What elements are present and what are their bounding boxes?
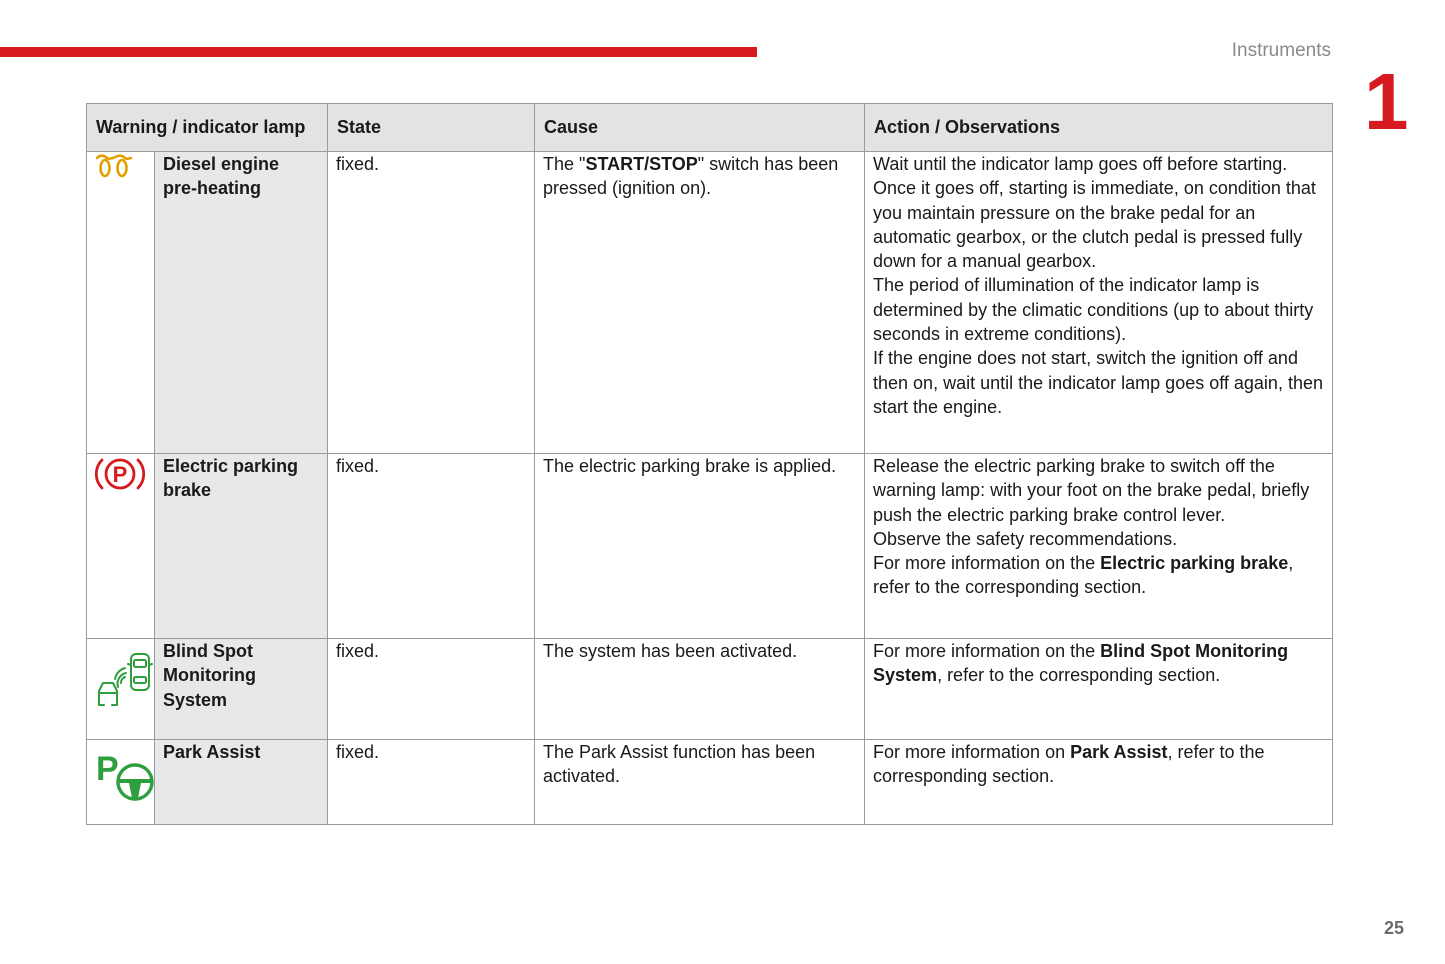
lamp-action (865, 454, 1333, 639)
section-title: Instruments (1231, 40, 1331, 61)
action-paragraph: The period of illumination of the indicator lamp is determined by the climatic conditions (up to about thirty seconds in extreme conditions). (873, 275, 1314, 345)
action-text: , refer to the corresponding section. (873, 553, 1294, 598)
action-text: For more information on the (873, 641, 1101, 661)
action-paragraph (873, 551, 1324, 600)
lamp-cause: The electric parking brake is applied. (535, 454, 865, 639)
lamp-name-line: Diesel engine (163, 154, 280, 174)
action-text: , refer to the corresponding section. (937, 665, 1221, 686)
cause-emphasis: START/STOP (585, 154, 698, 174)
action-emphasis: Park Assist (1070, 742, 1168, 762)
lamp-action (865, 639, 1333, 740)
table-row (87, 740, 1333, 825)
lamp-state: fixed. (328, 740, 535, 825)
lamp-action (865, 152, 1333, 454)
glow-plug-icon (95, 152, 133, 182)
lamp-name-line: Monitoring (163, 665, 256, 686)
table-row (87, 639, 1333, 740)
lamp-name-line: Electric parking (163, 456, 299, 476)
lamp-name-line: System (163, 689, 228, 710)
blind-spot-icon (95, 651, 153, 707)
action-emphasis: Electric parking brake (1100, 553, 1289, 574)
icon-cell (87, 454, 155, 639)
lamp-name-line: Park Assist (163, 742, 261, 762)
lamp-name (155, 740, 328, 825)
lamp-name-line: pre-heating (163, 178, 262, 199)
icon-cell (87, 639, 155, 740)
column-header-lamp: Warning / indicator lamp (87, 104, 328, 152)
action-paragraph: Release the electric parking brake to switch off the warning lamp: with your foot on the brake pedal, briefly push the electric parking brake control lever. (873, 456, 1310, 525)
lamp-state: fixed. (328, 454, 535, 639)
park-assist-letter: P (96, 750, 119, 788)
lamp-name (155, 639, 328, 740)
action-text: For more information on the (873, 553, 1101, 574)
action-text: , refer to the corresponding section. (873, 742, 1265, 787)
cause-text: The " (543, 154, 586, 174)
action-paragraph: Observe the safety recommendations. (873, 528, 1178, 549)
icon-cell (87, 740, 155, 825)
park-assist-icon (95, 750, 157, 802)
parking-brake-icon (95, 454, 145, 494)
lamp-action (865, 740, 1333, 825)
lamp-state: fixed. (328, 639, 535, 740)
header-accent-bar (0, 47, 757, 57)
lamp-name-line: brake (163, 480, 212, 501)
column-header-cause: Cause (535, 104, 865, 152)
parking-brake-letter: P (112, 462, 128, 487)
column-header-action: Action / Observations (865, 104, 1333, 152)
chapter-number: 1 (1364, 57, 1409, 146)
icon-cell (87, 152, 155, 454)
lamp-name (155, 454, 328, 639)
lamp-cause: The Park Assist function has been activated. (535, 740, 865, 825)
action-paragraph: Once it goes off, starting is immediate, on condition that you maintain pressure on the brake pedal for an automatic gearbox, or the clutch pedal is pressed fully down for a manual gearbox. (873, 178, 1316, 272)
page-number: 25 (1383, 918, 1404, 938)
table-header-row (87, 104, 1333, 152)
action-emphasis: Blind Spot Monitoring System (873, 641, 1289, 686)
column-header-state: State (328, 104, 535, 152)
warning-lamps-table (86, 103, 1333, 825)
action-paragraph: Wait until the indicator lamp goes off before starting. (873, 154, 1288, 174)
lamp-state: fixed. (328, 152, 535, 454)
table-row (87, 454, 1333, 639)
table-row (87, 152, 1333, 454)
lamp-cause: The system has been activated. (535, 639, 865, 740)
lamp-name-line: Blind Spot (163, 641, 253, 661)
action-text: For more information on (873, 742, 1071, 762)
cause-text: " switch has been pressed (ignition on). (543, 154, 839, 199)
lamp-cause (535, 152, 865, 454)
lamp-name (155, 152, 328, 454)
action-paragraph: If the engine does not start, switch the ignition off and then on, wait until the indicator lamp goes off again, then start the engine. (873, 348, 1323, 417)
